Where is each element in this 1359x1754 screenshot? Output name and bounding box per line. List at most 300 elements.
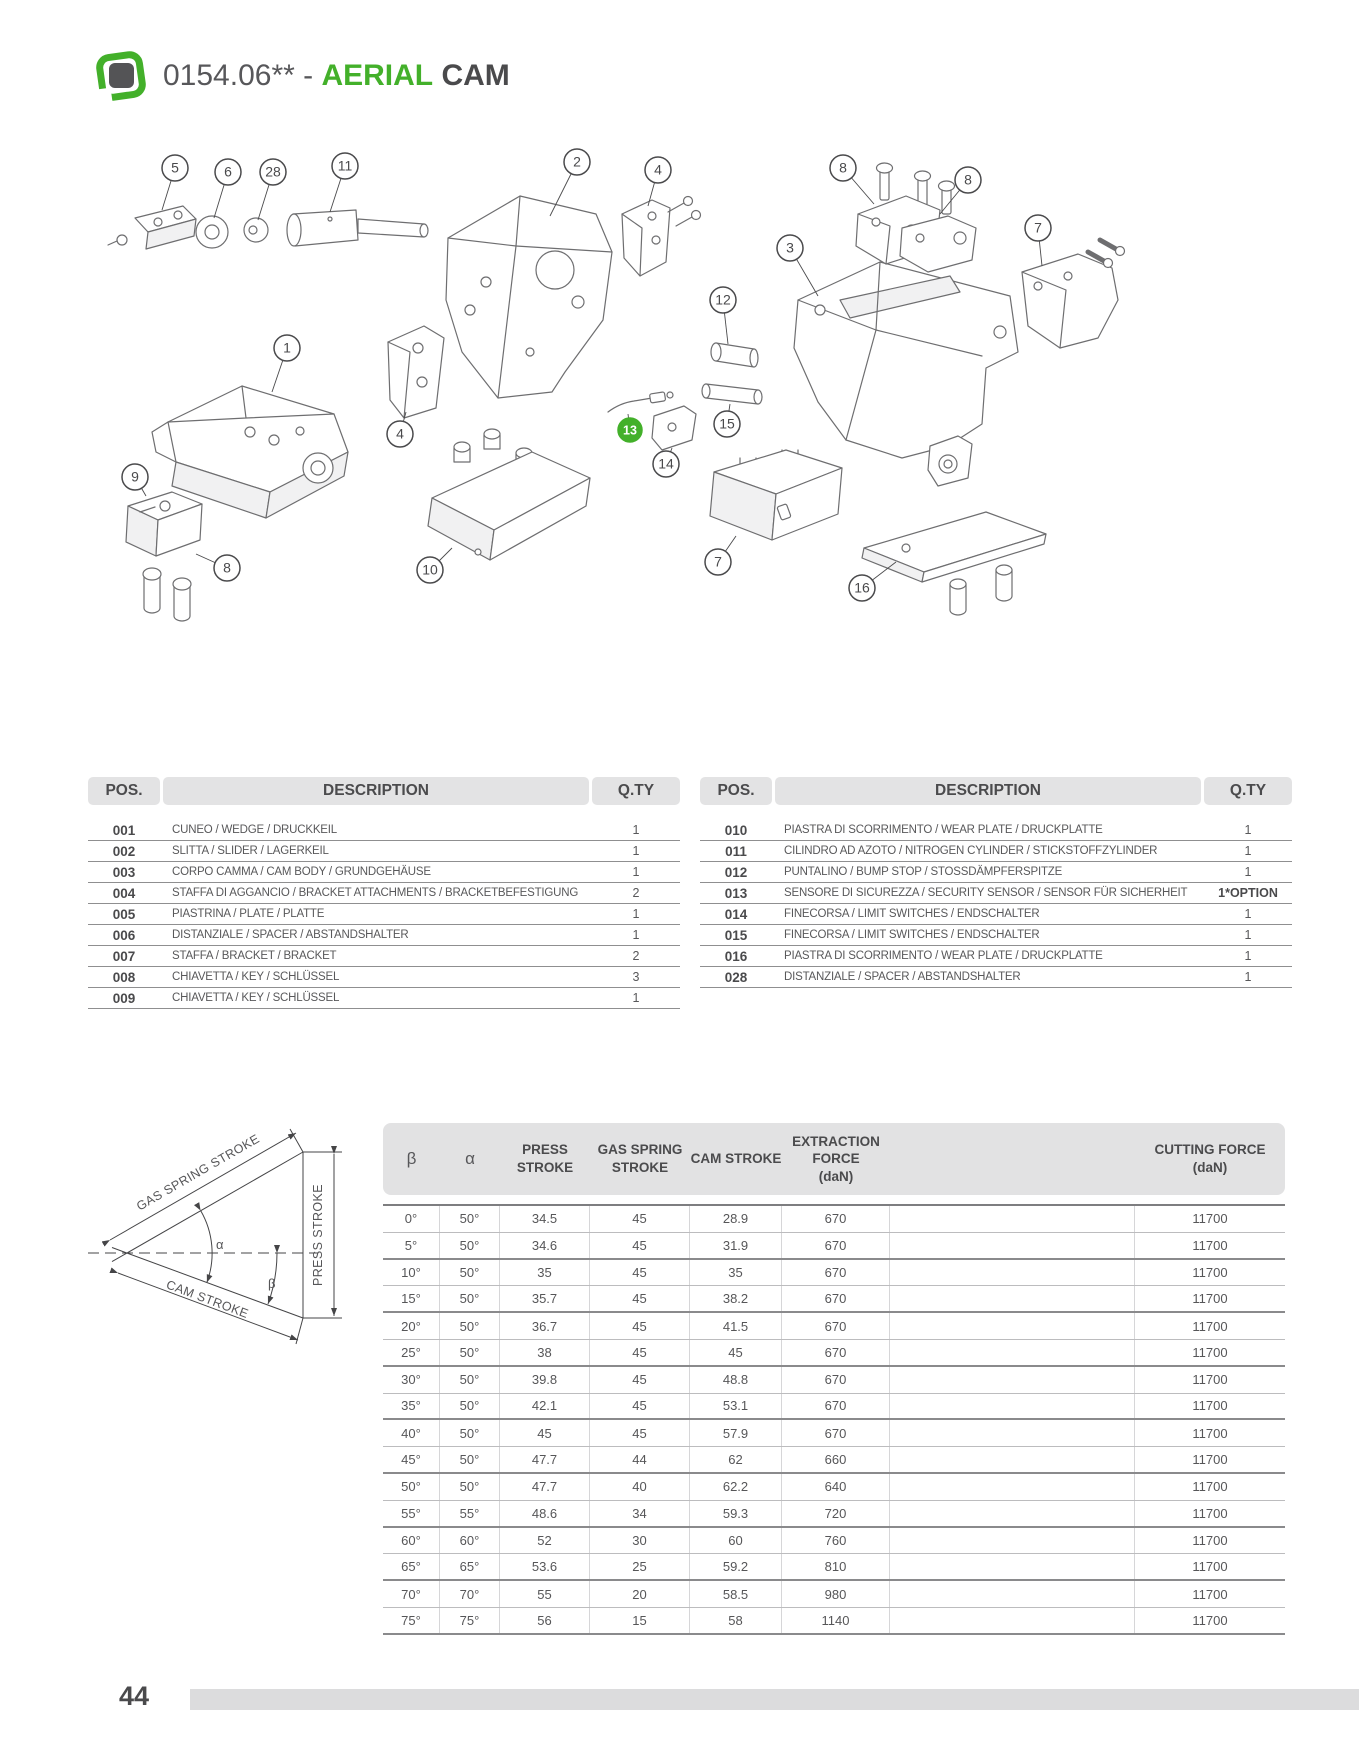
cell-qty: 2 [632, 949, 640, 963]
cell-pos: 001 [112, 822, 136, 838]
spec-row [383, 1313, 1285, 1340]
spec-cell: 50° [440, 1367, 500, 1393]
spec-cell: 720 [782, 1501, 890, 1526]
cell-pos: 009 [112, 990, 136, 1006]
part-sketch-4-upper [622, 197, 701, 277]
svg-text:2: 2 [573, 153, 581, 170]
spec-cell [890, 1340, 1135, 1365]
spec-cell: 640 [782, 1474, 890, 1500]
cell-qty: 1 [632, 907, 640, 921]
table-row [88, 841, 680, 862]
stroke-angle-diagram [80, 1115, 355, 1355]
svg-text:9: 9 [131, 468, 139, 485]
col-header-alpha: α [465, 1148, 475, 1168]
cell-qty: 1 [632, 865, 640, 879]
spec-cell: 52 [500, 1528, 590, 1554]
spec-cell: 50° [440, 1394, 500, 1419]
table-row [88, 904, 680, 925]
spec-row [383, 1367, 1285, 1394]
page-title [163, 59, 510, 93]
spec-cell: 70° [440, 1581, 500, 1607]
svg-text:14: 14 [658, 455, 674, 472]
cell-pos: 003 [112, 864, 136, 880]
part-sketch-9 [126, 492, 202, 556]
col-header-press-stroke: PRESS STROKE [516, 1142, 574, 1175]
gas-extension [290, 1129, 303, 1152]
svg-text:7: 7 [1034, 219, 1042, 236]
col-header-qty: Q.TY [592, 777, 680, 805]
table-row [700, 925, 1292, 946]
table-row [700, 862, 1292, 883]
spec-row [383, 1420, 1285, 1447]
spec-cell: 70° [383, 1581, 440, 1607]
spec-cell: 670 [782, 1206, 890, 1232]
part-sketch-7-bottom [710, 450, 842, 540]
spec-cell: 45 [590, 1313, 690, 1339]
spec-row [383, 1206, 1285, 1233]
table-row [88, 988, 680, 1009]
part-sketch-2 [446, 196, 612, 398]
spec-cell: 44 [590, 1447, 690, 1472]
spec-cell: 1140 [782, 1608, 890, 1633]
cell-qty: 1 [632, 823, 640, 837]
cell-qty: 1 [1244, 865, 1252, 879]
cell-qty: 2 [632, 886, 640, 900]
callout-9 [122, 464, 148, 496]
spec-cell: 59.3 [690, 1501, 782, 1526]
spec-row [383, 1260, 1285, 1287]
part-sketch-8-right [900, 181, 976, 272]
table-row [88, 925, 680, 946]
spec-cell: 45 [590, 1286, 690, 1311]
spec-cell: 45° [383, 1447, 440, 1472]
callout-13 [618, 414, 642, 442]
part-sketch-8-screws [143, 568, 191, 621]
callout-5 [162, 155, 188, 210]
spec-cell: 58.5 [690, 1581, 782, 1607]
spec-cell: 39.8 [500, 1367, 590, 1393]
cam-stroke-label: CAM STROKE [164, 1277, 251, 1321]
spec-cell: 45 [590, 1394, 690, 1419]
spec-cell [890, 1313, 1135, 1339]
spec-cell: 28.9 [690, 1206, 782, 1232]
cell-desc: PIASTRA DI SCORRIMENTO / WEAR PLATE / DRUCKPLATTE [784, 824, 1103, 836]
callout-10 [417, 548, 452, 583]
spec-cell: 810 [782, 1554, 890, 1579]
spec-cell: 11700 [1192, 1479, 1228, 1495]
svg-text:4: 4 [654, 161, 662, 178]
cell-pos: 005 [112, 906, 136, 922]
callout-7 [705, 536, 736, 575]
cell-desc: CHIAVETTA / KEY / SCHLÜSSEL [172, 971, 340, 983]
cell-pos: 007 [112, 948, 136, 964]
part-sketch-5 [108, 206, 196, 249]
gas-spring-dimension [110, 1133, 296, 1240]
spec-cell: 670 [782, 1340, 890, 1365]
parts-table-right [700, 777, 1292, 988]
spec-cell: 50° [440, 1313, 500, 1339]
spec-cell: 660 [782, 1447, 890, 1472]
spec-cell: 11700 [1192, 1344, 1228, 1360]
callout-3 [777, 235, 818, 296]
spec-row [383, 1608, 1285, 1635]
cell-qty: 1 [1244, 907, 1252, 921]
spec-cell: 47.7 [500, 1474, 590, 1500]
cell-qty: 1 [1244, 844, 1252, 858]
spec-cell: 11700 [1192, 1372, 1228, 1388]
callout-15 [714, 404, 740, 437]
cell-pos: 012 [724, 864, 748, 880]
spec-cell: 11700 [1192, 1318, 1228, 1334]
page-header [95, 50, 510, 102]
col-header-extraction-force: EXTRACTION FORCE (daN) [792, 1133, 880, 1184]
col-header-qty: Q.TY [1204, 777, 1292, 805]
callout-14 [653, 448, 679, 477]
parts-table-left [88, 777, 680, 1009]
spec-cell: 45 [690, 1340, 782, 1365]
gas-spring-stroke-label: GAS SPRING STROKE [134, 1131, 262, 1214]
cell-desc: DISTANZIALE / SPACER / ABSTANDSHALTER [784, 971, 1021, 983]
spec-cell: 50° [440, 1474, 500, 1500]
cell-qty: 1 [1244, 949, 1252, 963]
cell-qty: 1 [1244, 928, 1252, 942]
footer-bar [190, 1689, 1359, 1710]
spec-row [383, 1233, 1285, 1260]
cell-pos: 011 [725, 843, 747, 859]
spec-cell: 11700 [1192, 1425, 1228, 1441]
spec-table-header [383, 1123, 1285, 1195]
cell-pos: 015 [724, 927, 748, 943]
spec-cell: 11700 [1192, 1559, 1228, 1575]
spec-row [383, 1581, 1285, 1608]
cell-qty: 1 [632, 844, 640, 858]
callout-12 [710, 287, 736, 344]
svg-text:8: 8 [964, 171, 972, 188]
callout-28 [258, 159, 286, 220]
spec-cell: 45 [500, 1420, 590, 1446]
cell-desc: CHIAVETTA / KEY / SCHLÜSSEL [172, 992, 340, 1004]
table-row [700, 820, 1292, 841]
spec-row [383, 1447, 1285, 1474]
cell-pos: 013 [724, 885, 748, 901]
cell-desc: FINECORSA / LIMIT SWITCHES / ENDSCHALTER [784, 908, 1040, 920]
spec-cell: 47.7 [500, 1447, 590, 1472]
table-row [700, 904, 1292, 925]
callout-4 [645, 157, 671, 206]
spec-cell: 670 [782, 1367, 890, 1393]
cell-desc: FINECORSA / LIMIT SWITCHES / ENDSCHALTER [784, 929, 1040, 941]
spec-cell [890, 1474, 1135, 1500]
spec-cell: 62 [690, 1447, 782, 1472]
spec-row [383, 1554, 1285, 1581]
cell-pos: 010 [724, 822, 748, 838]
spec-cell: 53.6 [500, 1554, 590, 1579]
part-sketch-10 [428, 429, 590, 560]
spec-cell: 55° [440, 1501, 500, 1526]
svg-text:4: 4 [396, 425, 404, 442]
spec-cell: 65° [440, 1554, 500, 1579]
cell-qty: 1 [1244, 970, 1252, 984]
svg-text:1: 1 [283, 339, 291, 356]
spec-cell: 35 [690, 1260, 782, 1286]
cell-desc: CORPO CAMMA / CAM BODY / GRUNDGEHÄUSE [172, 866, 431, 878]
spec-cell: 55 [500, 1581, 590, 1607]
svg-text:10: 10 [422, 561, 438, 578]
svg-text:6: 6 [224, 163, 232, 180]
spec-cell: 20 [590, 1581, 690, 1607]
cam-extension [296, 1318, 303, 1344]
spec-cell: 11700 [1192, 1398, 1228, 1414]
spec-cell: 50° [440, 1340, 500, 1365]
col-header-gas-spring-stroke: GAS SPRING STROKE [597, 1142, 683, 1175]
spec-cell: 980 [782, 1581, 890, 1607]
spec-cell: 48.6 [500, 1501, 590, 1526]
spec-cell [890, 1206, 1135, 1232]
spec-cell [890, 1367, 1135, 1393]
table-row [88, 967, 680, 988]
spec-cell [890, 1420, 1135, 1446]
cell-desc: PUNTALINO / BUMP STOP / STOSSDÄMPFERSPITZE [784, 866, 1063, 878]
table-row [700, 967, 1292, 988]
part-sketch-4-lower [388, 326, 444, 418]
callout-7 [1025, 215, 1051, 266]
svg-text:11: 11 [337, 157, 353, 174]
parts-table-body [700, 820, 1292, 988]
spec-row [383, 1474, 1285, 1501]
callout-6 [214, 159, 241, 218]
spec-cell [890, 1447, 1135, 1472]
cell-qty: 1 [632, 928, 640, 942]
part-sketch-28 [244, 218, 268, 242]
callout-1 [272, 335, 300, 392]
spec-cell: 34 [590, 1501, 690, 1526]
spec-cell: 11700 [1192, 1211, 1228, 1227]
spec-cell: 670 [782, 1260, 890, 1286]
spec-cell: 670 [782, 1394, 890, 1419]
spec-cell: 60° [440, 1528, 500, 1554]
spec-cell: 11700 [1192, 1505, 1228, 1521]
cell-qty: 1 [632, 991, 640, 1005]
cell-desc: SENSORE DI SICUREZZA / SECURITY SENSOR / SENSOR FÜR SICHERHEIT [784, 887, 1188, 899]
spec-cell: 760 [782, 1528, 890, 1554]
alpha-label: α [216, 1237, 224, 1252]
cell-qty: 1 [1244, 823, 1252, 837]
cell-desc: CUNEO / WEDGE / DRUCKKEIL [172, 824, 337, 836]
col-header-pos: POS. [88, 777, 160, 805]
spec-cell: 36.7 [500, 1313, 590, 1339]
part-sketch-16 [862, 512, 1046, 615]
part-sketch-15 [702, 384, 762, 404]
parts-table-body [88, 820, 680, 1009]
spec-cell: 50° [440, 1233, 500, 1258]
product-code: 0154.06** - [163, 59, 322, 92]
table-row [700, 841, 1292, 862]
col-header-description: DESCRIPTION [775, 777, 1201, 805]
spec-cell [890, 1608, 1135, 1633]
spec-cell: 15 [590, 1608, 690, 1633]
spec-cell: 31.9 [690, 1233, 782, 1258]
spec-cell: 50° [440, 1447, 500, 1472]
spec-cell: 60 [690, 1528, 782, 1554]
spec-cell: 75° [383, 1608, 440, 1633]
callout-4 [387, 412, 413, 447]
table-row [88, 946, 680, 967]
spec-cell: 55° [383, 1501, 440, 1526]
spec-cell: 670 [782, 1286, 890, 1311]
spec-cell: 38.2 [690, 1286, 782, 1311]
spec-cell [890, 1394, 1135, 1419]
callout-16 [849, 562, 896, 601]
exploded-view-diagram [90, 140, 1230, 670]
stroke-spec-table [383, 1123, 1285, 1635]
col-header-cutting-force: CUTTING FORCE (daN) [1154, 1142, 1266, 1175]
spec-cell: 50° [440, 1206, 500, 1232]
spec-table-body [383, 1204, 1285, 1635]
title-cam-word: CAM [441, 59, 510, 92]
spec-cell: 670 [782, 1233, 890, 1258]
callout-11 [330, 153, 358, 212]
spec-row [383, 1286, 1285, 1313]
spec-cell: 15° [383, 1286, 440, 1311]
spec-cell: 30 [590, 1528, 690, 1554]
spec-cell: 10° [383, 1260, 440, 1286]
part-sketch-11 [287, 210, 428, 246]
cell-qty: 3 [632, 970, 640, 984]
spec-cell: 45 [590, 1340, 690, 1365]
spec-cell: 20° [383, 1313, 440, 1339]
svg-text:15: 15 [719, 415, 735, 432]
spec-cell: 25 [590, 1554, 690, 1579]
title-aerial: AERIAL [321, 59, 434, 92]
spec-cell [890, 1233, 1135, 1258]
spec-cell: 45 [590, 1260, 690, 1286]
callout-8 [830, 155, 874, 204]
spec-cell: 65° [383, 1554, 440, 1579]
svg-text:3: 3 [786, 239, 794, 256]
table-row [700, 946, 1292, 967]
spec-cell: 670 [782, 1313, 890, 1339]
spec-cell: 62.2 [690, 1474, 782, 1500]
spec-cell: 5° [383, 1233, 440, 1258]
spec-cell: 53.1 [690, 1394, 782, 1419]
svg-text:13: 13 [623, 423, 637, 438]
spec-cell: 50° [383, 1474, 440, 1500]
part-sketch-12 [711, 343, 758, 367]
parts-table-header [88, 777, 680, 805]
alpha-arc [201, 1211, 213, 1283]
cell-desc: CILINDRO AD AZOTO / NITROGEN CYLINDER / STICKSTOFFZYLINDER [784, 845, 1158, 857]
spec-cell [890, 1581, 1135, 1607]
cell-pos: 002 [112, 843, 136, 859]
beta-label: β [268, 1276, 276, 1291]
spec-cell: 35° [383, 1394, 440, 1419]
spec-cell: 45 [590, 1233, 690, 1258]
spec-row [383, 1394, 1285, 1421]
spec-cell: 48.8 [690, 1367, 782, 1393]
spec-cell: 34.5 [500, 1206, 590, 1232]
svg-text:8: 8 [839, 159, 847, 176]
spec-row [383, 1528, 1285, 1555]
part-sketch-13 [608, 392, 673, 412]
spec-cell: 11700 [1192, 1452, 1228, 1468]
cell-desc: SLITTA / SLIDER / LAGERKEIL [172, 845, 329, 857]
spec-cell: 0° [383, 1206, 440, 1232]
spec-cell: 56 [500, 1608, 590, 1633]
cell-pos: 004 [112, 885, 136, 901]
cell-pos: 014 [724, 906, 748, 922]
table-row [88, 883, 680, 904]
cell-pos: 016 [724, 948, 748, 964]
spec-cell [890, 1286, 1135, 1311]
spec-cell: 40° [383, 1420, 440, 1446]
spec-cell: 11700 [1192, 1612, 1228, 1628]
cell-desc: DISTANZIALE / SPACER / ABSTANDSHALTER [172, 929, 409, 941]
cell-pos: 028 [724, 969, 748, 985]
cell-qty: 1*OPTION [1218, 886, 1278, 900]
page-number: 44 [119, 1681, 150, 1711]
spec-cell: 11700 [1192, 1291, 1228, 1307]
spec-cell: 75° [440, 1608, 500, 1633]
svg-text:28: 28 [265, 163, 281, 180]
part-sketch-3 [794, 262, 1018, 486]
spec-cell: 50° [440, 1420, 500, 1446]
svg-text:16: 16 [854, 579, 870, 596]
spec-cell: 58 [690, 1608, 782, 1633]
brand-icon [95, 50, 147, 102]
cell-desc: PIASTRA DI SCORRIMENTO / WEAR PLATE / DRUCKPLATTE [784, 950, 1103, 962]
spec-cell [890, 1528, 1135, 1554]
parts-table-header [700, 777, 1292, 805]
spec-cell: 45 [590, 1420, 690, 1446]
col-header-cam-stroke: CAM STROKE [690, 1151, 782, 1167]
col-header-beta: β [406, 1148, 417, 1168]
spec-cell [890, 1554, 1135, 1579]
spec-cell [890, 1260, 1135, 1286]
spec-cell: 50° [440, 1260, 500, 1286]
spec-cell: 60° [383, 1528, 440, 1554]
part-sketch-6 [196, 216, 228, 248]
spec-cell: 11700 [1192, 1264, 1228, 1280]
spec-cell: 45 [590, 1206, 690, 1232]
part-sketch-7-right [1022, 240, 1125, 348]
spec-cell [890, 1501, 1135, 1526]
spec-cell: 11700 [1192, 1586, 1228, 1602]
spec-cell: 59.2 [690, 1554, 782, 1579]
spec-cell: 11700 [1192, 1237, 1228, 1253]
spec-cell: 34.6 [500, 1233, 590, 1258]
table-row [88, 862, 680, 883]
spec-cell: 38 [500, 1340, 590, 1365]
table-row [88, 820, 680, 841]
spec-cell: 11700 [1192, 1532, 1228, 1548]
svg-text:12: 12 [715, 291, 731, 308]
callout-8 [196, 554, 240, 581]
cell-desc: STAFFA / BRACKET / BRACKET [172, 950, 337, 962]
spec-cell: 40 [590, 1474, 690, 1500]
svg-text:8: 8 [223, 559, 231, 576]
cell-desc: STAFFA DI AGGANCIO / BRACKET ATTACHMENTS / BRACKETBEFESTIGUNG [172, 887, 579, 899]
spec-row [383, 1340, 1285, 1367]
table-row [700, 883, 1292, 904]
spec-cell: 30° [383, 1367, 440, 1393]
spec-cell: 670 [782, 1420, 890, 1446]
svg-text:5: 5 [171, 159, 179, 176]
spec-cell: 45 [590, 1367, 690, 1393]
cell-desc: PIASTRINA / PLATE / PLATTE [172, 908, 325, 920]
col-header-description: DESCRIPTION [163, 777, 589, 805]
spec-cell: 50° [440, 1286, 500, 1311]
svg-text:7: 7 [714, 553, 722, 570]
